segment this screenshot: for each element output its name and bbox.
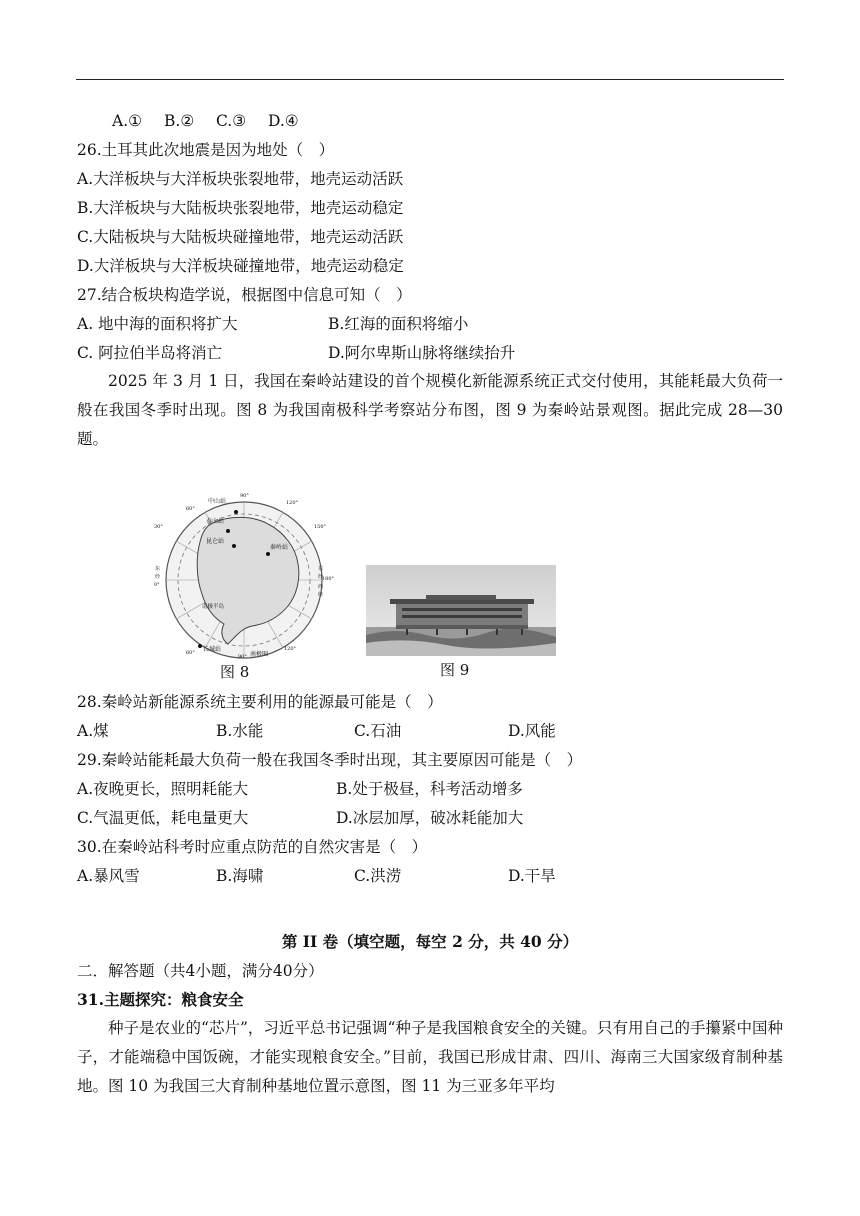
svg-text:秦岭站: 秦岭站 xyxy=(270,544,289,551)
q27-option-c: C. 阿拉伯半岛将消亡 xyxy=(77,344,223,362)
svg-text:120°: 120° xyxy=(286,500,299,506)
svg-text:0°: 0° xyxy=(154,582,160,588)
q30-option-b: B.海啸 xyxy=(216,867,264,885)
q28-stem: 28.秦岭站新能源系统主要利用的能源最可能是（ ） xyxy=(77,693,443,711)
q25-option-d: D.④ xyxy=(268,112,299,130)
svg-text:60°: 60° xyxy=(186,506,195,512)
q25-option-c: C.③ xyxy=(216,112,247,130)
q27-stem: 27.结合板块构造学说，根据图中信息可知（ ） xyxy=(77,286,412,304)
svg-text:经: 经 xyxy=(318,574,324,580)
svg-text:西: 西 xyxy=(318,584,324,590)
q29-row2 xyxy=(77,808,523,828)
q29-option-d: D.冰层加厚，破冰耗能加大 xyxy=(336,809,524,827)
antarctic-map-figure xyxy=(150,493,335,660)
svg-text:90°: 90° xyxy=(238,654,247,660)
q28-option-c: C.石油 xyxy=(354,722,402,740)
q30-option-d: D.干旱 xyxy=(508,867,556,885)
svg-text:经: 经 xyxy=(155,574,161,580)
q30-stem: 30.在秦岭站科考时应重点防范的自然灾害是（ ） xyxy=(77,838,428,856)
q27-row1 xyxy=(77,314,468,334)
qinling-station-photo xyxy=(366,565,556,656)
q27-option-d: D.阿尔卑斯山脉将继续抬升 xyxy=(328,344,516,362)
svg-text:180°: 180° xyxy=(322,576,335,582)
q27-option-b: B.红海的面积将缩小 xyxy=(328,315,469,333)
q28-option-b: B.水能 xyxy=(216,722,264,740)
svg-text:南极圈: 南极圈 xyxy=(250,651,269,658)
svg-text:东: 东 xyxy=(155,566,161,572)
q28-options xyxy=(77,721,556,741)
q28-option-d: D.风能 xyxy=(508,722,556,740)
q29-option-c: C.气温更低，耗电量更大 xyxy=(77,809,249,827)
svg-text:90°: 90° xyxy=(240,493,249,499)
q26-option-b: B.大洋板块与大陆板块张裂地带，地壳运动稳定 xyxy=(77,199,404,217)
q30-options xyxy=(77,866,556,886)
svg-text:泰山站: 泰山站 xyxy=(206,518,225,525)
q25-option-a: A.① xyxy=(112,112,143,130)
q27-row2 xyxy=(77,343,515,363)
q26-option-d: D.大洋板块与大洋板块碰撞地带，地壳运动稳定 xyxy=(77,257,404,275)
svg-text:南极半岛: 南极半岛 xyxy=(202,604,225,610)
q30-option-a: A.暴风雪 xyxy=(77,867,140,885)
q26-option-a: A.大洋板块与大洋板块张裂地带，地壳运动活跃 xyxy=(77,170,404,188)
svg-text:30°: 30° xyxy=(154,524,163,530)
section2-title: 第 II 卷（填空题，每空 2 分，共 40 分） xyxy=(281,932,579,951)
q27-option-a: A. 地中海的面积将扩大 xyxy=(77,315,238,333)
svg-text:长城站: 长城站 xyxy=(203,646,222,653)
q29-row1 xyxy=(77,779,523,799)
svg-text:60°: 60° xyxy=(186,650,195,656)
figure9-caption: 图 9 xyxy=(440,661,470,679)
q31-paragraph: 种子是农业的“芯片”，习近平总书记强调“种子是我国粮食安全的关键。只有用自己的手攥紧中国种子，才能端稳中国饭碗，才能实现粮食安全。”目前，我国已形成甘肃、四川、海南三大国家级育制种基地。图 10 为我国三大育制种基地位置示意图，图 11 为三亚多年平均 xyxy=(77,1019,783,1095)
q29-option-b: B.处于极昼，科考活动增多 xyxy=(336,780,523,798)
q29-stem: 29.秦岭站能耗最大负荷一般在我国冬季时出现，其主要原因可能是（ ） xyxy=(77,751,583,769)
q26-option-c: C.大陆板块与大陆板块碰撞地带，地壳运动活跃 xyxy=(77,228,404,246)
q31-title: 31.主题探究：粮食安全 xyxy=(77,990,244,1009)
figure8-caption: 图 8 xyxy=(220,663,250,681)
q29-option-a: A.夜晚更长，照明耗能大 xyxy=(77,780,249,798)
intro-paragraph: 2025 年 3 月 1 日，我国在秦岭站建设的首个规模化新能源系统正式交付使用，其能耗最大负荷一般在我国冬季时出现。图 8 为我国南极科学考察站分布图，图 9 为秦岭站景观图。据此完成 28—30 题。 xyxy=(77,372,783,448)
q25-option-b: B.② xyxy=(164,112,195,130)
part2-heading: 二．解答题（共4小题，满分40分） xyxy=(77,962,324,980)
svg-text:150°: 150° xyxy=(314,524,327,530)
svg-text:昆仑站: 昆仑站 xyxy=(206,538,225,545)
svg-text:经: 经 xyxy=(318,592,324,598)
q30-option-c: C.洪涝 xyxy=(354,867,402,885)
svg-text:中山站: 中山站 xyxy=(208,498,227,505)
q25-options xyxy=(112,111,299,131)
svg-text:东: 东 xyxy=(318,566,324,572)
header-rule xyxy=(76,79,784,80)
svg-text:120°: 120° xyxy=(284,646,297,652)
q26-stem: 26.土耳其此次地震是因为地处（ ） xyxy=(77,141,335,159)
q28-option-a: A.煤 xyxy=(77,722,109,740)
